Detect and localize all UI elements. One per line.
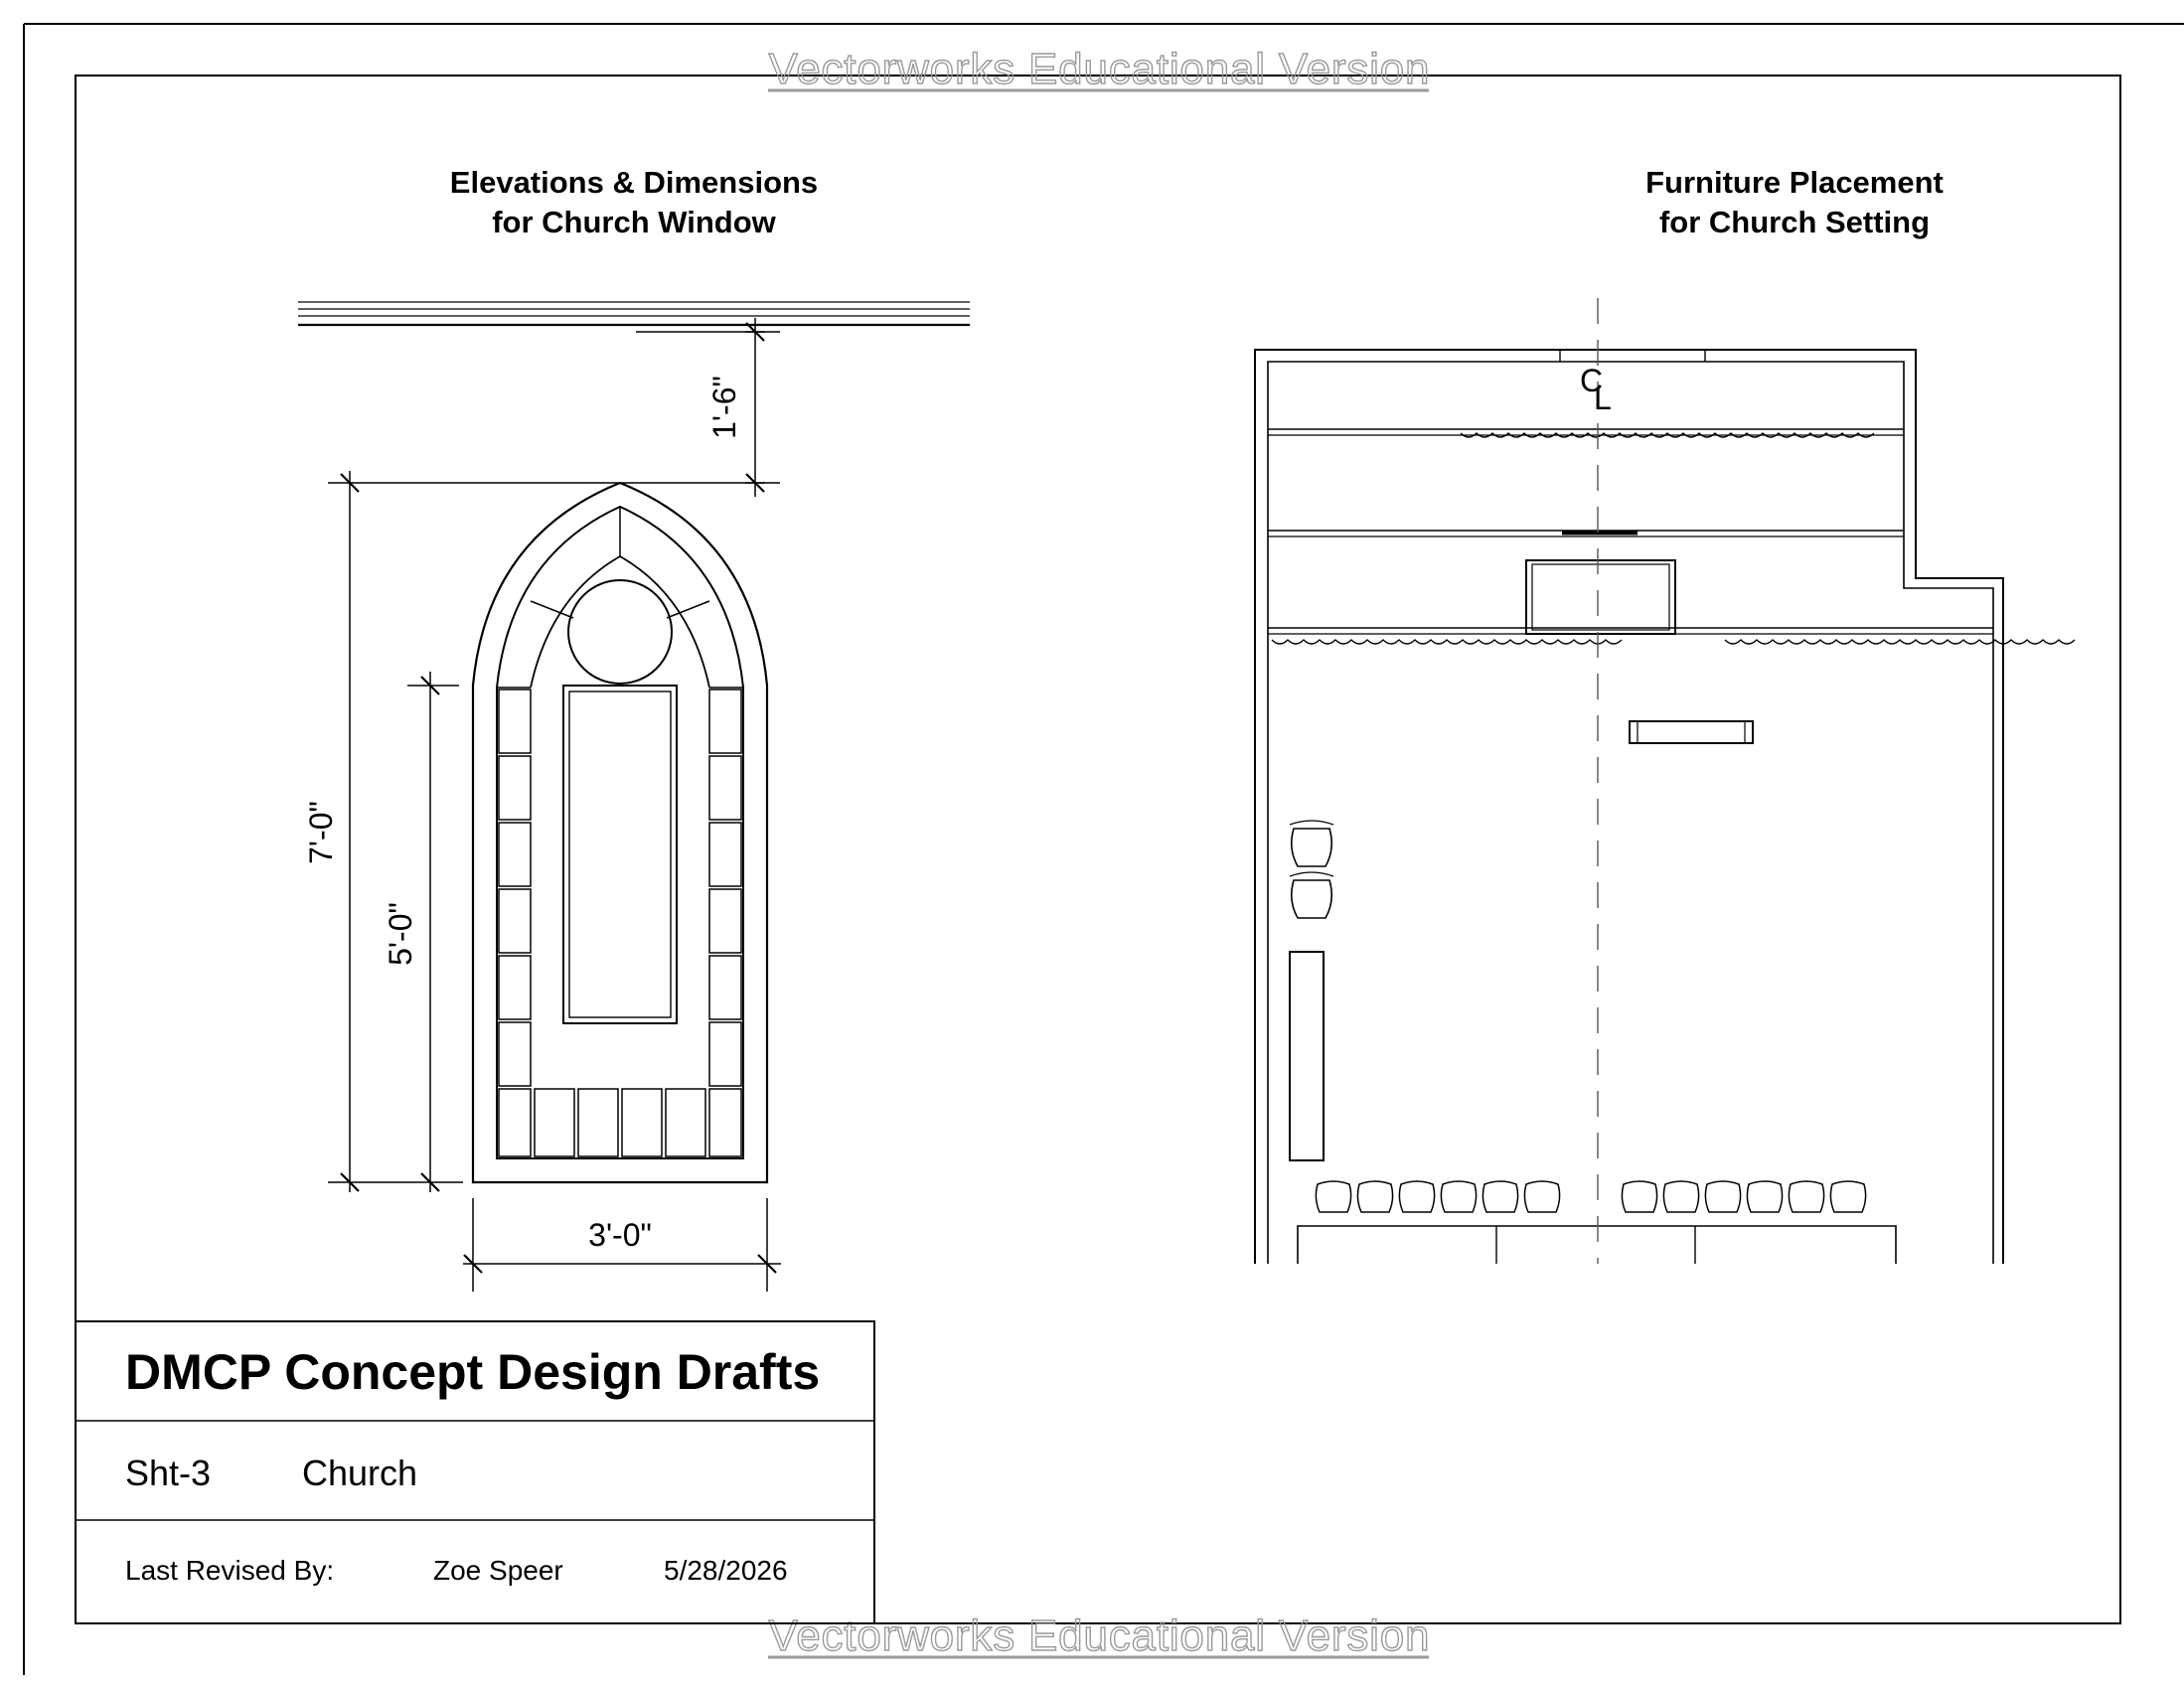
watermark-top: Vectorworks Educational Version <box>768 45 1430 93</box>
revised-date: 5/28/2026 <box>664 1555 788 1586</box>
window-header-lines <box>298 302 970 332</box>
window-title-line2: for Church Window <box>492 205 776 239</box>
dimension-top-offset-label: 1'-6" <box>706 376 742 439</box>
curtain-lower-right <box>1725 640 2075 644</box>
dimension-width-label: 3'-0" <box>588 1217 652 1253</box>
title-block <box>76 1321 874 1623</box>
gothic-window <box>473 483 767 1182</box>
window-drawing-title <box>450 165 818 239</box>
podium <box>1630 721 1753 743</box>
revised-by-label: Last Revised By: <box>125 1555 335 1586</box>
window-title-line1: Elevations & Dimensions <box>449 165 819 200</box>
pews-right <box>1622 1181 1865 1212</box>
furniture-title-line2: for Church Setting <box>1658 205 1931 239</box>
centerline-c: C <box>1580 363 1604 398</box>
centerline-symbol <box>1580 363 1612 416</box>
curtain-lower-left <box>1272 640 1622 644</box>
dimension-width <box>463 1198 781 1292</box>
window-bottom-panes <box>499 1089 741 1156</box>
dimension-overall-height-label: 7'-0" <box>303 801 339 864</box>
floor-plan <box>1255 298 2075 1264</box>
furniture-drawing-title <box>1645 165 1944 239</box>
sheet-name: Church <box>302 1453 418 1493</box>
sheet-number: Sht-3 <box>125 1453 212 1493</box>
dimension-inner-height-label: 5'-0" <box>383 902 418 966</box>
window-right-panes <box>709 690 741 1086</box>
side-chairs <box>1290 821 1333 918</box>
centerline-l: L <box>1594 381 1612 416</box>
dimension-overall-height <box>303 471 463 1192</box>
window-left-panes <box>499 690 531 1086</box>
dimension-top-offset <box>706 318 765 497</box>
pews-left <box>1316 1181 1559 1212</box>
altar-table <box>1526 560 1675 634</box>
furniture-title-line1: Furniture Placement <box>1645 165 1944 200</box>
side-bench <box>1290 952 1324 1160</box>
dimension-inner-height <box>383 672 459 1192</box>
sheet-border <box>24 24 2184 1675</box>
project-title: DMCP Concept Design Drafts <box>125 1344 821 1400</box>
revised-by-name: Zoe Speer <box>433 1555 563 1586</box>
watermark-bottom: Vectorworks Educational Version <box>768 1611 1430 1660</box>
